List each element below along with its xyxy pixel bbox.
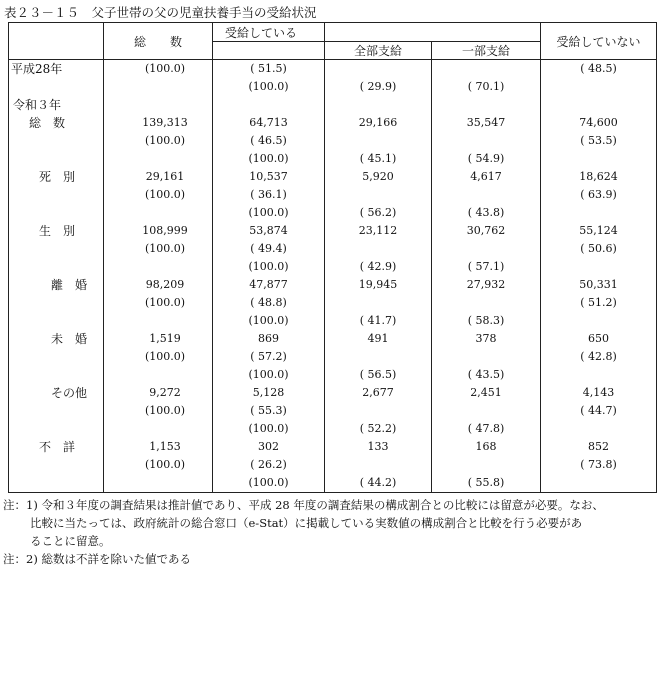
cell-value: (100.0) [144, 134, 186, 147]
cell-not-receiving [541, 168, 657, 222]
cell-value: ( 51.5) [250, 62, 287, 75]
cell-value: ( 73.8) [580, 458, 617, 471]
cell-full [325, 168, 432, 222]
cell-value: ( 36.1) [250, 188, 287, 201]
cell-total [104, 276, 213, 330]
row-label-text: 平成28年 [11, 62, 63, 76]
cell-not-receiving [541, 96, 657, 114]
cell-value: (100.0) [144, 242, 186, 255]
cell-value [325, 348, 431, 366]
cell-partial [432, 114, 541, 168]
note-1-line-2: 比較に当たっては、政府統計の総合窓口（e-Stat）に掲載している実数値の構成割合と比較を行う必要があ [30, 516, 583, 530]
cell-total [104, 438, 213, 493]
cell-value: 29,166 [358, 116, 398, 129]
cell-total [104, 114, 213, 168]
cell-value: ( 44.2) [359, 476, 397, 489]
cell-value [325, 402, 431, 420]
cell-partial [432, 222, 541, 276]
row-label [9, 438, 104, 493]
table-row [9, 222, 657, 276]
cell-value: ( 70.1) [467, 80, 505, 93]
cell-value: 74,600 [579, 116, 618, 129]
cell-value: 98,209 [145, 278, 185, 291]
header-blank [9, 23, 104, 60]
cell-value: ( 41.7) [359, 314, 397, 327]
table-row [9, 276, 657, 330]
cell-value: 378 [475, 332, 497, 345]
cell-not-receiving [541, 114, 657, 168]
row-label [9, 114, 104, 168]
cell-value [432, 456, 540, 474]
cell-not-receiving [541, 384, 657, 438]
cell-value: ( 58.3) [467, 314, 505, 327]
cell-value: ( 43.5) [467, 368, 505, 381]
cell-receiving [213, 276, 325, 330]
cell-value [325, 60, 431, 78]
cell-receiving [213, 438, 325, 493]
table-row [9, 438, 657, 493]
cell-total [104, 96, 213, 114]
cell-value: ( 63.9) [580, 188, 617, 201]
cell-value: 50,331 [579, 278, 618, 291]
row-label [9, 330, 104, 384]
cell-full [325, 96, 432, 114]
cell-value: ( 50.6) [580, 242, 617, 255]
cell-value: 1,519 [149, 332, 181, 345]
cell-value: 10,537 [249, 170, 288, 183]
cell-value: ( 55.3) [250, 404, 287, 417]
row-label-text: 未 婚 [51, 332, 88, 346]
row-label [9, 384, 104, 438]
cell-value [325, 294, 431, 312]
cell-value: 2,677 [362, 386, 394, 399]
cell-value: 650 [588, 332, 609, 345]
cell-value [325, 132, 431, 150]
cell-total [104, 384, 213, 438]
cell-receiving [213, 330, 325, 384]
cell-value: ( 26.2) [250, 458, 287, 471]
cell-value: ( 56.2) [359, 206, 397, 219]
cell-value: 19,945 [358, 278, 398, 291]
cell-partial [432, 384, 541, 438]
cell-not-receiving [541, 222, 657, 276]
row-label [9, 96, 104, 114]
header-receiving-sub [213, 42, 325, 60]
table-row [9, 330, 657, 384]
cell-value: 5,128 [252, 386, 285, 399]
cell-partial [432, 96, 541, 114]
cell-value: 64,713 [249, 116, 288, 129]
cell-value: ( 52.2) [359, 422, 397, 435]
cell-value: (100.0) [144, 404, 186, 417]
cell-value [325, 456, 431, 474]
cell-value: 139,313 [142, 116, 188, 129]
cell-full [325, 438, 432, 493]
cell-value: 302 [258, 440, 279, 453]
cell-value: 1,153 [149, 440, 181, 453]
row-label-text: 令和３年 [13, 98, 62, 112]
cell-value [432, 60, 540, 78]
cell-receiving [213, 168, 325, 222]
cell-value: 9,272 [149, 386, 181, 399]
note-2: 注：2) 総数は不詳を除いた値である [3, 552, 191, 566]
cell-value: 4,143 [582, 386, 615, 399]
cell-value: ( 29.9) [359, 80, 397, 93]
cell-value: (100.0) [144, 62, 186, 75]
table-title: 表２３－１５ 父子世帯の父の児童扶養手当の受給状況 [4, 5, 317, 20]
cell-not-receiving [541, 330, 657, 384]
header-not-receiving: 受給していない [541, 23, 657, 60]
cell-total [104, 222, 213, 276]
cell-full [325, 114, 432, 168]
header-total: 総 数 [104, 23, 213, 60]
cell-full [325, 330, 432, 384]
cell-value: 29,161 [145, 170, 185, 183]
header-blank-top [325, 23, 541, 42]
cell-receiving [213, 384, 325, 438]
cell-partial [432, 168, 541, 222]
row-label [9, 222, 104, 276]
cell-value: 133 [367, 440, 389, 453]
row-label-text: その他 [51, 386, 88, 400]
note-1-line-3: ることに留意。 [30, 534, 111, 548]
cell-receiving [213, 222, 325, 276]
cell-value: ( 42.9) [359, 260, 397, 273]
cell-full [325, 276, 432, 330]
cell-value: ( 57.2) [250, 350, 287, 363]
table-row [9, 114, 657, 168]
cell-value: 5,920 [362, 170, 394, 183]
header-full: 全部支給 [325, 42, 432, 60]
cell-value: ( 47.8) [467, 422, 505, 435]
cell-value: ( 55.8) [467, 476, 505, 489]
cell-value: (100.0) [248, 206, 289, 219]
notes [3, 496, 604, 568]
cell-value: 869 [258, 332, 279, 345]
cell-value [325, 240, 431, 258]
cell-value: (100.0) [248, 152, 289, 165]
row-label-text: 総 数 [29, 116, 66, 130]
cell-value: 35,547 [466, 116, 506, 129]
cell-value: (100.0) [144, 296, 186, 309]
cell-value: ( 56.5) [359, 368, 397, 381]
cell-full [325, 222, 432, 276]
cell-value: (100.0) [248, 80, 289, 93]
cell-value: ( 48.5) [580, 62, 617, 75]
table-row [9, 96, 657, 114]
cell-total [104, 330, 213, 384]
cell-value: (100.0) [248, 260, 289, 273]
cell-value [432, 402, 540, 420]
cell-value: 18,624 [579, 170, 618, 183]
row-label [9, 168, 104, 222]
cell-value [432, 240, 540, 258]
cell-value: 27,932 [466, 278, 506, 291]
cell-value: (100.0) [248, 314, 289, 327]
cell-value: (100.0) [144, 458, 186, 471]
cell-value: (100.0) [248, 368, 289, 381]
cell-value: 2,451 [470, 386, 502, 399]
cell-value: ( 43.8) [467, 206, 505, 219]
cell-value: ( 45.1) [359, 152, 397, 165]
cell-not-receiving [541, 60, 657, 97]
cell-value: (100.0) [248, 422, 289, 435]
cell-partial [432, 60, 541, 97]
cell-value: 23,112 [358, 224, 398, 237]
cell-value [432, 186, 540, 204]
cell-partial [432, 276, 541, 330]
cell-value [432, 132, 540, 150]
table-row [9, 384, 657, 438]
cell-value: 55,124 [579, 224, 618, 237]
cell-value: ( 57.1) [467, 260, 505, 273]
row-label-text: 生 別 [39, 224, 76, 238]
cell-receiving [213, 96, 325, 114]
cell-value: 491 [367, 332, 389, 345]
cell-value: 108,999 [142, 224, 188, 237]
cell-value: 4,617 [470, 170, 502, 183]
cell-total [104, 168, 213, 222]
header-partial: 一部支給 [432, 42, 541, 60]
note-1-line-1: 注：1) 令和３年度の調査結果は推計値であり、平成 28 年度の調査結果の構成割合との比較には留意が必要。なお、 [3, 498, 604, 512]
row-label [9, 276, 104, 330]
cell-value [325, 186, 431, 204]
cell-total [104, 60, 213, 97]
cell-receiving [213, 60, 325, 97]
cell-value: ( 54.9) [467, 152, 505, 165]
cell-value: ( 49.4) [250, 242, 287, 255]
header-receiving: 受給している [213, 23, 325, 42]
cell-value: ( 42.8) [580, 350, 617, 363]
cell-value [432, 294, 540, 312]
cell-not-receiving [541, 438, 657, 493]
cell-value: 168 [475, 440, 497, 453]
cell-value: 30,762 [466, 224, 506, 237]
cell-value: ( 51.2) [580, 296, 617, 309]
table-row [9, 60, 657, 97]
cell-value: 47,877 [249, 278, 288, 291]
cell-value: ( 48.8) [250, 296, 287, 309]
cell-value: 53,874 [249, 224, 288, 237]
cell-receiving [213, 114, 325, 168]
row-label [9, 60, 104, 97]
row-label-text: 離 婚 [51, 278, 88, 292]
cell-value: ( 46.5) [250, 134, 287, 147]
cell-value: ( 44.7) [580, 404, 617, 417]
cell-value [432, 348, 540, 366]
cell-value: (100.0) [248, 476, 289, 489]
data-table [8, 22, 657, 493]
cell-full [325, 60, 432, 97]
cell-value: ( 53.5) [580, 134, 617, 147]
cell-value: (100.0) [144, 350, 186, 363]
cell-partial [432, 330, 541, 384]
table-row [9, 168, 657, 222]
row-label-text: 不 詳 [39, 440, 76, 454]
cell-full [325, 384, 432, 438]
row-label-text: 死 別 [39, 170, 76, 184]
cell-partial [432, 438, 541, 493]
cell-value: (100.0) [144, 188, 186, 201]
cell-not-receiving [541, 276, 657, 330]
cell-value: 852 [588, 440, 609, 453]
